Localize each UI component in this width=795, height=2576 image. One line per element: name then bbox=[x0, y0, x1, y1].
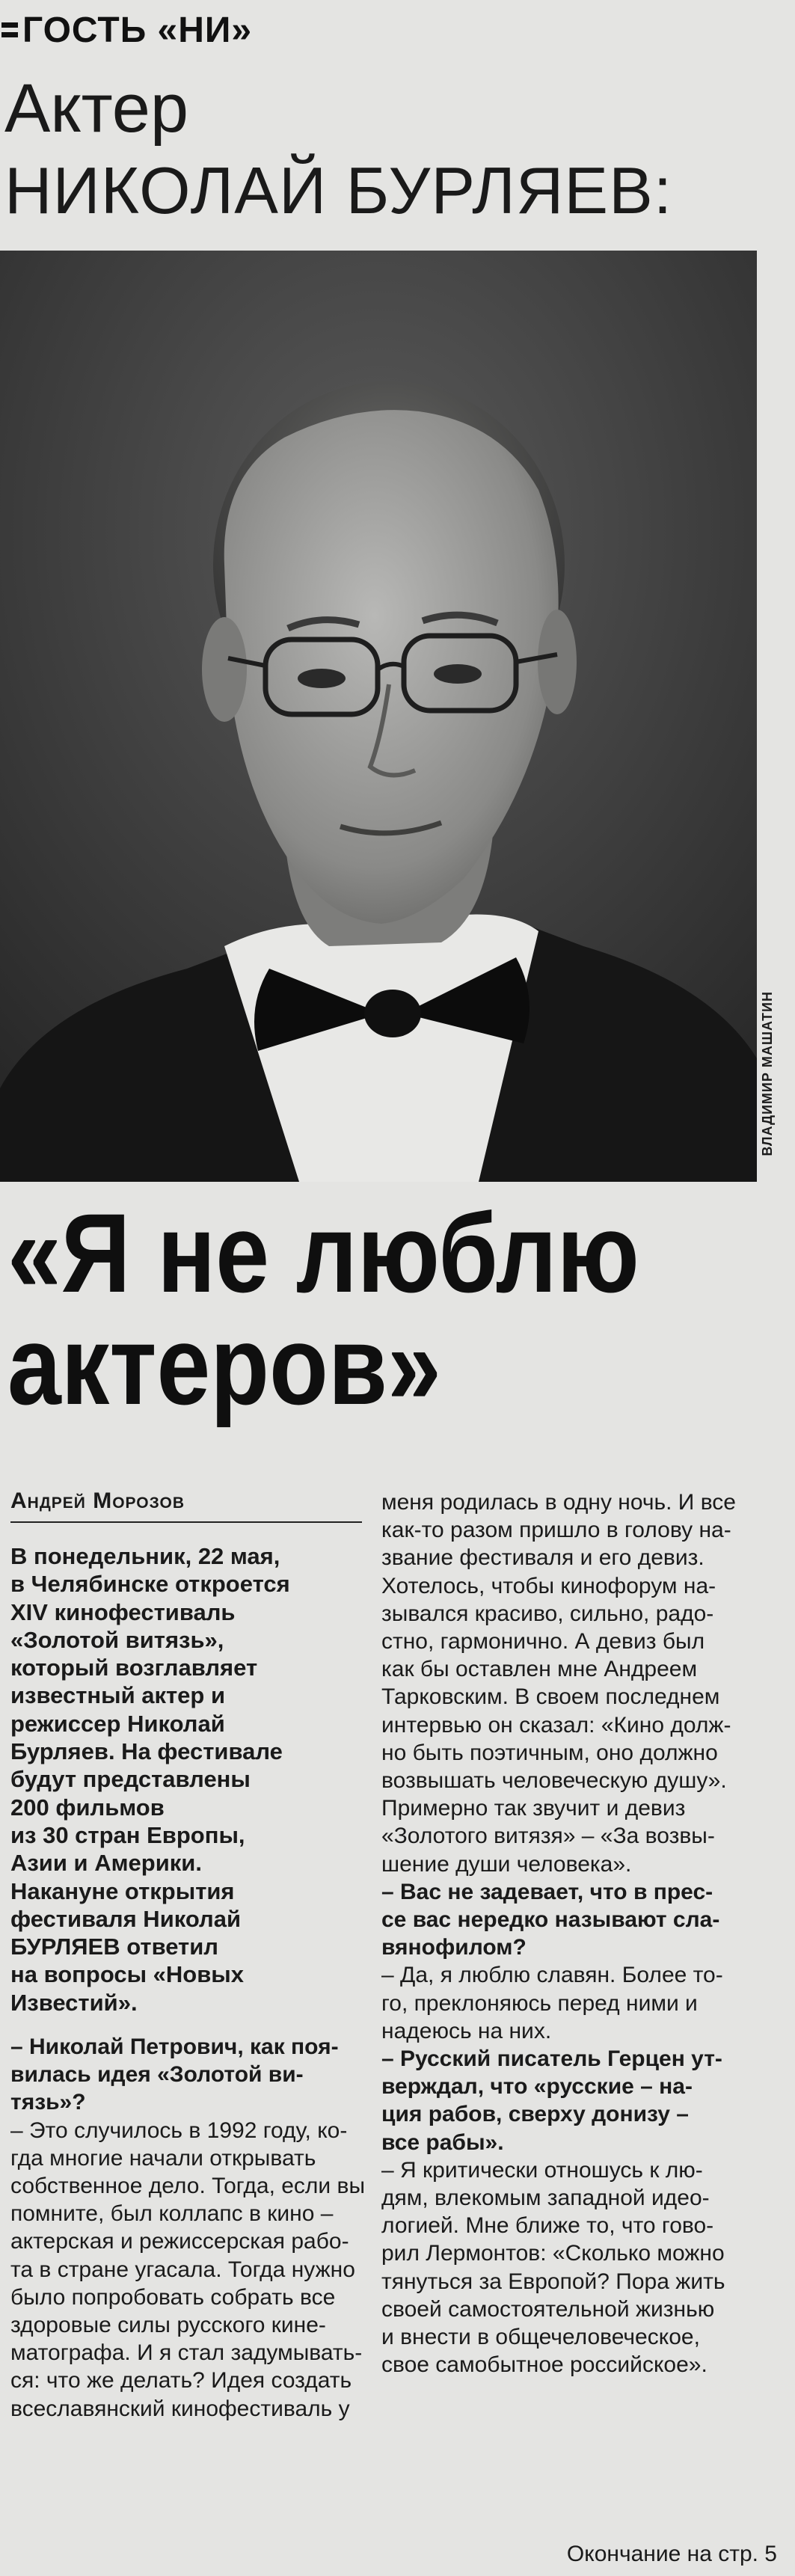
lead-line: Известий». bbox=[10, 1989, 138, 2016]
author-byline: Андрей Морозов bbox=[10, 1488, 185, 1513]
question-line: вянофилом? bbox=[381, 1935, 527, 1960]
answer-line: возвышать человеческую душу». bbox=[381, 1768, 727, 1794]
headline-line-1: «Я не люблю bbox=[7, 1190, 639, 1316]
answer-line: матографа. И я стал задумывать- bbox=[10, 2340, 363, 2366]
answer-line: актерская и режиссерская рабо- bbox=[10, 2229, 349, 2254]
answer-line: «Золотого витязя» – «За возвы- bbox=[381, 1824, 715, 1849]
answer-line: как-то разом пришло в голову на- bbox=[381, 1518, 731, 1543]
answer-line: стно, гармонично. А девиз был bbox=[381, 1629, 705, 1655]
question-line: ция рабов, сверху донизу – bbox=[381, 2102, 689, 2127]
answer-line: свое самобытное российское». bbox=[381, 2352, 707, 2378]
interviewee-name: НИКОЛАЙ БУРЛЯЕВ: bbox=[4, 153, 673, 227]
portrait-photo bbox=[0, 251, 757, 1182]
answer-line: звание фестиваля и его девиз. bbox=[381, 1545, 705, 1571]
section-rubric bbox=[0, 7, 252, 52]
lead-line: БУРЛЯЕВ ответил bbox=[10, 1933, 218, 1960]
lead-line: В понедельник, 22 мая, bbox=[10, 1543, 280, 1569]
continuation-note: Окончание на стр. 5 bbox=[566, 2542, 777, 2566]
question-line: тязь»? bbox=[10, 2090, 86, 2115]
answer-line: и внести в общечеловеческое, bbox=[381, 2325, 700, 2350]
answer-line: здоровые силы русского кине- bbox=[10, 2313, 326, 2338]
photo-credit: ВЛАДИМИР МАШАТИН bbox=[760, 991, 775, 1156]
lead-line: на вопросы «Новых bbox=[10, 1961, 245, 1988]
lead-line: 200 фильмов bbox=[10, 1794, 165, 1821]
lead-line: известный актер и bbox=[10, 1682, 226, 1709]
lead-line: «Золотой витязь», bbox=[10, 1626, 224, 1653]
answer-line: Тарковским. В своем последнем bbox=[381, 1684, 720, 1710]
answer-line: собственное дело. Тогда, если вы bbox=[10, 2174, 366, 2199]
answer-line: логией. Мне ближе то, что гово- bbox=[381, 2213, 714, 2239]
lead-line: Накануне открытия bbox=[10, 1877, 235, 1904]
answer-line: меня родилась в одну ночь. И все bbox=[381, 1490, 736, 1515]
answer-line: помните, был коллапс в кино – bbox=[10, 2201, 334, 2227]
answer-line: зывался красиво, сильно, радо- bbox=[381, 1601, 714, 1626]
lead-line: будут представлены bbox=[10, 1766, 251, 1793]
answer-line: дям, влекомым западной идео- bbox=[381, 2186, 710, 2211]
rubric-label: ГОСТЬ «НИ» bbox=[22, 10, 253, 50]
lead-line: фестиваля Николай bbox=[10, 1905, 242, 1932]
headline bbox=[7, 1190, 676, 1428]
question-line: верждал, что «русские – на- bbox=[381, 2074, 693, 2100]
question-line: – Николай Петрович, как поя- bbox=[10, 2034, 339, 2059]
lead-line: который возглавляет bbox=[10, 1655, 258, 1681]
lead-line: Азии и Америки. bbox=[10, 1850, 202, 1877]
question-line: – Вас не задевает, что в прес- bbox=[381, 1879, 713, 1904]
rubric-bars-icon bbox=[1, 22, 18, 37]
answer-line: рил Лермонтов: «Сколько можно bbox=[381, 2241, 725, 2266]
answer-line: го, преклоняюсь перед ними и bbox=[381, 1990, 698, 2016]
answer-line: тянуться за Европой? Пора жить bbox=[381, 2269, 725, 2294]
lead-line: режиссер Николай bbox=[10, 1710, 225, 1737]
column-left bbox=[10, 2033, 366, 2423]
lead-line: в Челябинске откроется bbox=[10, 1571, 290, 1598]
answer-line: своей самостоятельной жизнью bbox=[381, 2296, 715, 2322]
lead-line: XIV кинофестиваль bbox=[10, 1598, 236, 1625]
answer-line: та в стране угасала. Тогда нужно bbox=[10, 2257, 355, 2282]
answer-line: гда многие начали открывать bbox=[10, 2145, 316, 2171]
kicker-text: Актер bbox=[4, 70, 189, 147]
question-line: се вас нередко называют сла- bbox=[381, 1907, 720, 1933]
answer-line: ся: что же делать? Идея создать bbox=[10, 2368, 352, 2393]
answer-line: – Я критически отношусь к лю- bbox=[381, 2157, 703, 2183]
byline-rule bbox=[10, 1521, 362, 1523]
answer-line: Хотелось, чтобы кинофорум на- bbox=[381, 1573, 716, 1598]
question-line: все рабы». bbox=[381, 2129, 504, 2155]
headline-line-2: актеров» bbox=[7, 1302, 441, 1428]
question-line: вилась идея «Золотой ви- bbox=[10, 2062, 304, 2088]
answer-line: шение души человека». bbox=[381, 1851, 632, 1877]
question-line: – Русский писатель Герцен ут- bbox=[381, 2046, 722, 2072]
answer-line: было попробовать собрать все bbox=[10, 2284, 336, 2310]
answer-line: – Да, я люблю славян. Более то- bbox=[381, 1963, 723, 1988]
column-right bbox=[381, 1488, 778, 2379]
portrait-illustration bbox=[0, 251, 757, 1182]
answer-line: всеславянский кинофестиваль у bbox=[10, 2396, 350, 2421]
answer-line: надеюсь на них. bbox=[381, 2018, 552, 2043]
lead-paragraph bbox=[10, 1542, 362, 2017]
answer-line: Примерно так звучит и девиз bbox=[381, 1796, 686, 1821]
answer-line: – Это случилось в 1992 году, ко- bbox=[10, 2117, 348, 2143]
lead-line: Бурляев. На фестивале bbox=[10, 1738, 283, 1765]
answer-line: интервью он сказал: «Кино долж- bbox=[381, 1712, 731, 1738]
lead-line: из 30 стран Европы, bbox=[10, 1821, 245, 1848]
answer-line: как бы оставлен мне Андреем bbox=[381, 1657, 698, 1682]
answer-line: но быть поэтичным, оно должно bbox=[381, 1740, 718, 1765]
